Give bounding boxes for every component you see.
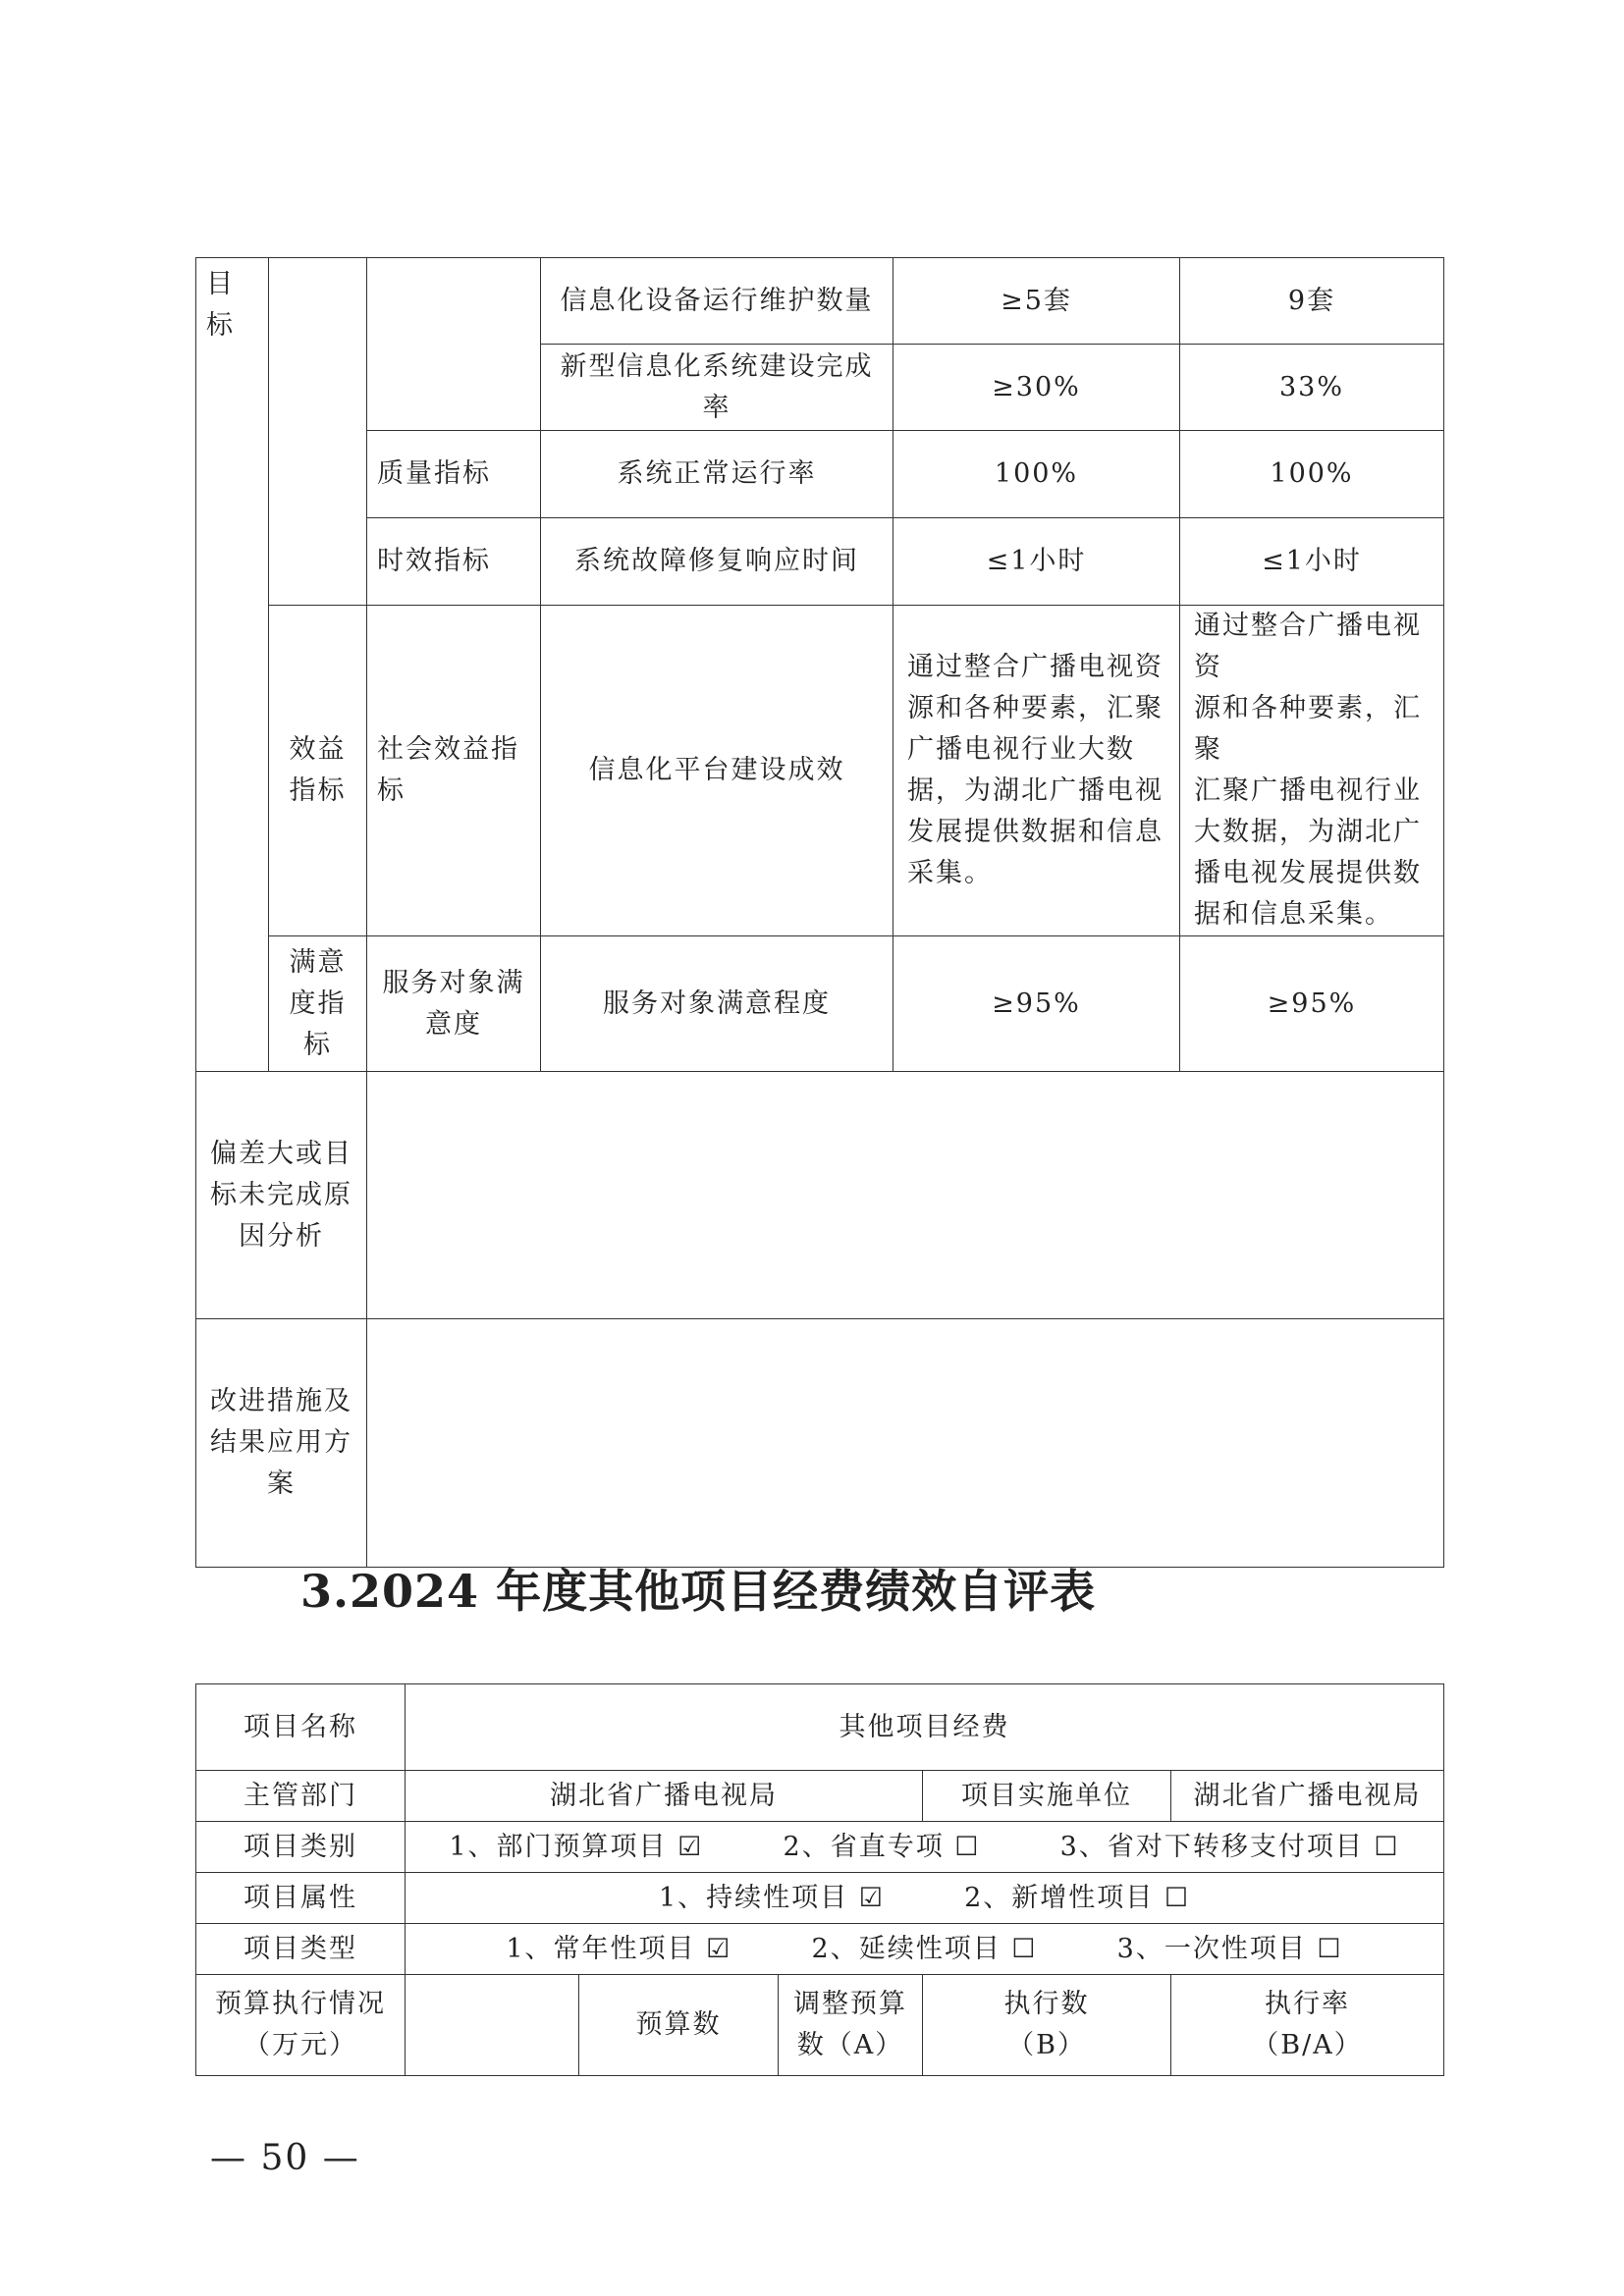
impl-label: 项目实施单位 — [923, 1771, 1171, 1822]
empty-subcategory-cell — [367, 258, 541, 431]
goal-category-cell: 目 标 — [196, 258, 269, 1072]
benefit-subcategory-cell: 社会效益指 标 — [367, 606, 541, 936]
actual-cell: 9套 — [1180, 258, 1444, 345]
target-cell: 100% — [893, 431, 1180, 518]
category-options — [406, 1822, 1444, 1873]
category-option[interactable]: 3、省对下转移支付项目 ☐ — [1059, 1831, 1400, 1862]
improvement-label-cell: 改进措施及 结果应用方 案 — [196, 1319, 367, 1568]
type-option[interactable]: 2、延续性项目 ☐ — [811, 1933, 1038, 1964]
dept-label: 主管部门 — [196, 1771, 406, 1822]
category-option[interactable]: 1、部门预算项目 ☑ — [449, 1831, 704, 1862]
empty-category-cell — [269, 258, 367, 606]
category-option[interactable]: 2、省直专项 ☐ — [783, 1831, 981, 1862]
section-heading: 3.2024 年度其他项目经费绩效自评表 — [300, 1565, 1097, 1618]
improvement-content-cell — [367, 1319, 1444, 1568]
impl-value: 湖北省广播电视局 — [1171, 1771, 1444, 1822]
actual-cell: ≤1小时 — [1180, 518, 1444, 606]
attr-label: 项目属性 — [196, 1873, 406, 1924]
attr-options — [406, 1873, 1444, 1924]
satisfaction-actual-cell: ≥95% — [1180, 936, 1444, 1072]
type-option[interactable]: 3、一次性项目 ☐ — [1116, 1933, 1343, 1964]
satisfaction-category-cell: 满意 度指 标 — [269, 936, 367, 1072]
type-options — [406, 1924, 1444, 1975]
type-option[interactable]: 1、常年性项目 ☑ — [506, 1933, 732, 1964]
budget-col-header: 预算数 — [579, 1975, 779, 2076]
dept-value: 湖北省广播电视局 — [406, 1771, 923, 1822]
satisfaction-subcategory-cell: 服务对象满 意度 — [367, 936, 541, 1072]
actual-cell: 33% — [1180, 345, 1444, 431]
rate-col-header: 执行率 （B/A） — [1171, 1975, 1444, 2076]
executed-col-header: 执行数 （B） — [923, 1975, 1171, 2076]
target-cell: ≥30% — [893, 345, 1180, 431]
satisfaction-target-cell: ≥95% — [893, 936, 1180, 1072]
indicator-cell: 系统正常运行率 — [541, 431, 893, 518]
actual-cell: 100% — [1180, 431, 1444, 518]
category-label: 项目类别 — [196, 1822, 406, 1873]
deviation-content-cell — [367, 1072, 1444, 1319]
benefit-indicator-cell: 信息化平台建设成效 — [541, 606, 893, 936]
satisfaction-indicator-cell: 服务对象满意程度 — [541, 936, 893, 1072]
budget-label: 预算执行情况 （万元） — [196, 1975, 406, 2076]
page-number: — 50 — — [210, 2138, 360, 2178]
benefit-actual-cell: 通过整合广播电视资 源和各种要素，汇聚 汇聚广播电视行业 大数据，为湖北广 播电视发展提供数 据和信息采集。 — [1180, 606, 1444, 936]
budget-empty-cell — [406, 1975, 579, 2076]
target-cell: ≤1小时 — [893, 518, 1180, 606]
attr-option[interactable]: 1、持续性项目 ☑ — [658, 1882, 885, 1913]
attr-option[interactable]: 2、新增性项目 ☐ — [964, 1882, 1191, 1913]
type-label: 项目类型 — [196, 1924, 406, 1975]
adjusted-col-header: 调整预算 数（A） — [779, 1975, 923, 2076]
indicator-cell: 信息化设备运行维护数量 — [541, 258, 893, 345]
indicator-cell: 系统故障修复响应时间 — [541, 518, 893, 606]
subcategory-cell: 时效指标 — [367, 518, 541, 606]
project-name-value: 其他项目经费 — [406, 1684, 1444, 1771]
project-name-label: 项目名称 — [196, 1684, 406, 1771]
indicator-cell: 新型信息化系统建设完成 率 — [541, 345, 893, 431]
performance-table-continued — [195, 257, 1444, 1568]
benefit-target-cell: 通过整合广播电视资 源和各种要素，汇聚 广播电视行业大数 据，为湖北广播电视 发展提供数据和信息 采集。 — [893, 606, 1180, 936]
deviation-label-cell: 偏差大或目 标未完成原 因分析 — [196, 1072, 367, 1319]
other-project-evaluation-table — [195, 1683, 1444, 2076]
subcategory-cell: 质量指标 — [367, 431, 541, 518]
target-cell: ≥5套 — [893, 258, 1180, 345]
benefit-category-cell: 效益 指标 — [269, 606, 367, 936]
